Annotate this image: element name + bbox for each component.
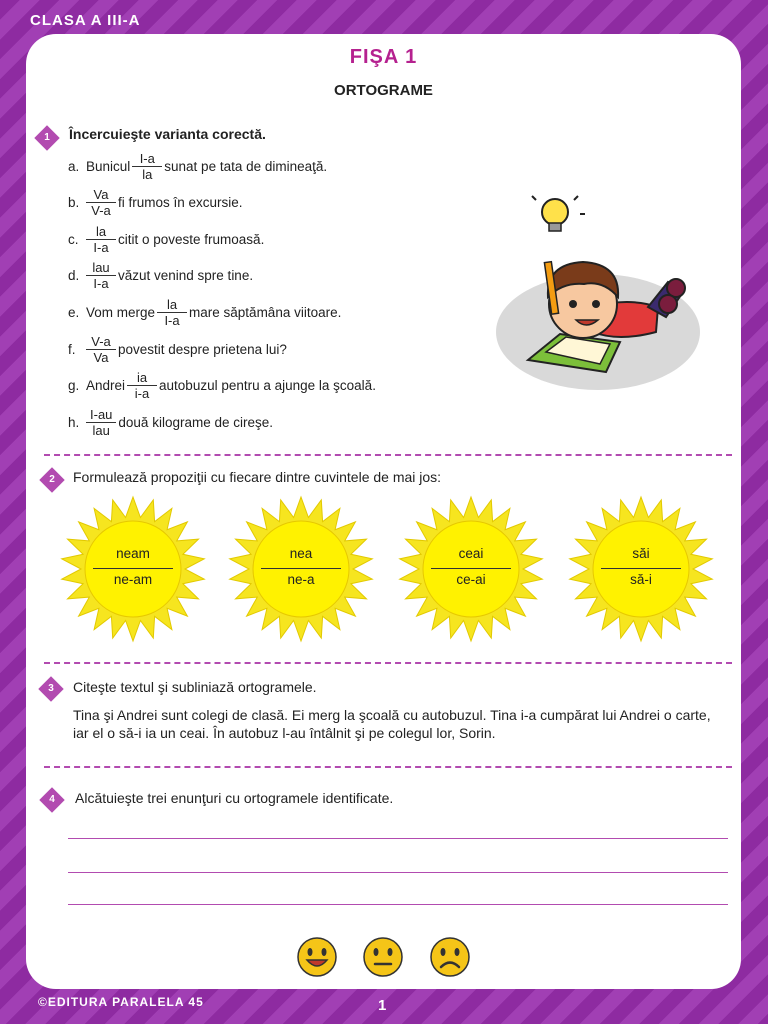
- writing-line[interactable]: [68, 838, 728, 839]
- exercise-1-item: [68, 404, 273, 440]
- exercise-1-instruction: Încercuieşte varianta corectă.: [69, 126, 266, 142]
- word-sun: [226, 494, 376, 644]
- item-text-before: Andrei: [86, 378, 126, 394]
- word-sun: [396, 494, 546, 644]
- item-text-after: autobuzul pentru a ajunge la şcoală.: [159, 378, 376, 394]
- exercise-3-text-line-1: Tina şi Andrei sunt colegi de clasă. Ei merg la şcoală cu autobuzul. Tina i-a cumpărat lui Andrei o carte,: [73, 707, 711, 723]
- choice-top[interactable]: la: [166, 296, 178, 312]
- choice-bottom[interactable]: I-a: [164, 312, 180, 328]
- sun-disc: [423, 521, 519, 617]
- item-letter: h.: [68, 414, 80, 430]
- item-letter: f.: [68, 341, 76, 357]
- ortogram-choice[interactable]: [159, 297, 185, 328]
- choice-bottom[interactable]: I-a: [93, 239, 109, 255]
- choice-bottom[interactable]: la: [142, 166, 153, 182]
- item-letter: c.: [68, 231, 79, 247]
- exercise-1-item: [68, 368, 376, 404]
- smiley-sad-icon[interactable]: [429, 936, 471, 978]
- choice-top[interactable]: I-au: [90, 406, 113, 422]
- item-text-before: Bunicul: [86, 158, 131, 174]
- sun-word-top: ceai: [458, 546, 484, 561]
- item-text-after: fi frumos în excursie.: [118, 195, 243, 211]
- exercise-1-item: [68, 331, 287, 367]
- choice-bottom[interactable]: i-a: [134, 386, 150, 402]
- sun-disc: [253, 521, 349, 617]
- sun-word-top: nea: [289, 546, 313, 561]
- exercise-1-item: [68, 294, 341, 330]
- sheet-title: FIŞA 1: [349, 46, 418, 68]
- item-letter: g.: [68, 378, 80, 394]
- sun-word-top: neam: [116, 546, 150, 561]
- choice-bottom[interactable]: lau: [92, 422, 110, 438]
- item-letter: e.: [68, 304, 80, 320]
- worksheet-page: [26, 34, 741, 989]
- ortogram-choice[interactable]: [88, 260, 114, 291]
- exercise-number-badge: 2: [39, 467, 64, 492]
- sun-word-bottom: ne-a: [287, 572, 315, 587]
- sun-word-bottom: să-i: [630, 572, 652, 587]
- sun-divider: [261, 568, 341, 569]
- lightbulb-icon: [532, 196, 585, 231]
- item-letter: d.: [68, 268, 80, 284]
- choice-top[interactable]: Va: [93, 187, 109, 203]
- sun-divider: [601, 568, 681, 569]
- ortogram-choice[interactable]: [88, 187, 114, 218]
- choice-top[interactable]: I-a: [139, 150, 155, 166]
- smiley-happy-icon[interactable]: [296, 936, 338, 978]
- exercise-1-item: [68, 148, 327, 184]
- smiley-neutral-icon[interactable]: [362, 936, 404, 978]
- publisher-label: ©EDITURA PARALELA 45: [38, 995, 204, 1009]
- sun-word-bottom: ce-ai: [456, 572, 486, 587]
- word-sun: [58, 494, 208, 644]
- item-text-after: două kilograme de cireşe.: [118, 414, 273, 430]
- sun-divider: [431, 568, 511, 569]
- child-reading-illustration: [488, 192, 708, 392]
- exercise-1-item: [68, 258, 253, 294]
- exercise-3-instruction: Citeşte textul şi subliniază ortogramele.: [73, 679, 317, 695]
- sun-divider: [93, 568, 173, 569]
- section-divider: [44, 766, 732, 768]
- item-text-before: Vom merge: [86, 304, 156, 320]
- exercise-number-badge: 1: [34, 125, 59, 150]
- section-divider: [44, 662, 732, 664]
- exercise-number-badge: 4: [39, 787, 64, 812]
- choice-top[interactable]: V-a: [91, 333, 111, 349]
- choice-top[interactable]: lau: [92, 260, 110, 276]
- item-text-after: citit o poveste frumoasă.: [118, 231, 265, 247]
- ortogram-choice[interactable]: [88, 407, 114, 438]
- sun-disc: [85, 521, 181, 617]
- exercise-2-instruction: Formulează propoziţii cu fiecare dintre cuvintele de mai jos:: [73, 469, 442, 485]
- sheet-subtitle: ORTOGRAME: [334, 82, 433, 99]
- section-divider: [44, 454, 732, 456]
- exercise-3-text-line-2: iar el o să-i ia un ceai. În autobuz l-au întâlnit şi pe colegul lor, Sorin.: [73, 725, 496, 741]
- exercise-1-item: [68, 185, 243, 221]
- ortogram-choice[interactable]: [88, 334, 114, 365]
- choice-top[interactable]: la: [95, 223, 107, 239]
- ortogram-choice[interactable]: [129, 370, 155, 401]
- item-text-after: sunat pe tata de dimineaţă.: [164, 158, 328, 174]
- class-label: CLASA A III-A: [30, 12, 141, 29]
- item-text-after: văzut venind spre tine.: [118, 268, 254, 284]
- word-sun: [566, 494, 716, 644]
- writing-line[interactable]: [68, 904, 728, 905]
- choice-bottom[interactable]: V-a: [91, 203, 111, 219]
- item-letter: a.: [68, 158, 80, 174]
- sun-disc: [593, 521, 689, 617]
- sun-word-top: săi: [632, 546, 650, 561]
- item-letter: b.: [68, 195, 80, 211]
- ortogram-choice[interactable]: [88, 224, 114, 255]
- ortogram-choice[interactable]: [134, 151, 160, 182]
- exercise-4-instruction: Alcătuieşte trei enunţuri cu ortogramele identificate.: [75, 790, 394, 806]
- exercise-number-badge: 3: [38, 676, 63, 701]
- writing-line[interactable]: [68, 872, 728, 873]
- sun-word-bottom: ne-am: [113, 572, 153, 587]
- item-text-after: povestit despre prietena lui?: [118, 341, 287, 357]
- choice-bottom[interactable]: I-a: [93, 276, 109, 292]
- choice-top[interactable]: ia: [136, 370, 148, 386]
- exercise-1-item: [68, 221, 264, 257]
- page-number: 1: [378, 997, 387, 1014]
- item-text-after: mare săptămâna viitoare.: [189, 304, 342, 320]
- choice-bottom[interactable]: Va: [93, 349, 109, 365]
